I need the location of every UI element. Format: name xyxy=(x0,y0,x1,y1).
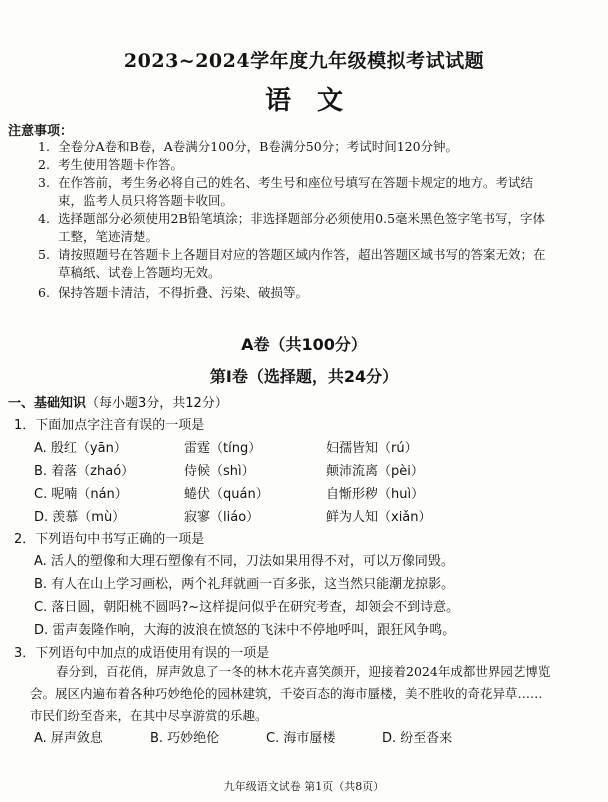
question-1-stem: 1．下面加点字注音有误的一项是 xyxy=(14,418,205,433)
notice-item-3: 3. 在作答前，考生务必将自己的姓名、考生号和座位号填写在答题卡规定的地方。考试结 xyxy=(38,175,534,190)
q1-option-c-3: 自惭形秽（huì） xyxy=(326,487,425,502)
notice-item-4-cont: 工整，笔迹清楚。 xyxy=(58,229,159,244)
volume-a-heading: A卷（共100分） xyxy=(241,335,367,354)
q2-option-c: C. 落日圆，朝阳桃不圆吗?~这样提问似乎在研究考查，却领会不到诗意。 xyxy=(34,600,460,615)
q3-passage-line-1: 春分到，百花俏，屏声敛息了一冬的林木花卉喜笑颜开，迎接着2024年成都世界园艺博览 xyxy=(56,664,551,679)
q1-option-d-3: 鲜为人知（xiǎn） xyxy=(326,510,432,525)
q1-option-c-1: C. 呢喃（nán） xyxy=(34,487,128,502)
q1-option-b-1: B. 着落（zhaó） xyxy=(34,464,135,479)
notice-item-1: 1. 全卷分A卷和B卷，A卷满分100分，B卷满分50分；考试时间120分钟。 xyxy=(38,139,459,154)
q1-option-a-2: 雷霆（tíng） xyxy=(184,441,262,456)
q3-option-a: A. 屏声敛息 xyxy=(34,731,103,746)
question-2-stem: 2．下列语句中书写正确的一项是 xyxy=(14,532,205,547)
q1-option-b-3: 颠沛流离（pèi） xyxy=(326,464,424,479)
q1-option-c-2: 蜷伏（quán） xyxy=(184,487,269,502)
q3-option-d: D. 纷至沓来 xyxy=(382,731,453,746)
subject-title: 语文 xyxy=(264,86,369,116)
notice-item-5-cont: 草稿纸、试卷上答题均无效。 xyxy=(58,265,221,280)
notice-item-3-cont: 束，监考人员只将答题卡收回。 xyxy=(58,193,234,208)
q3-option-c: C. 海市蜃楼 xyxy=(266,731,336,746)
notice-item-2: 2. 考生使用答题卡作答。 xyxy=(38,157,184,172)
q3-passage-line-2: 会。展区内遍布着各种巧妙绝伦的园林建筑，千姿百态的海市蜃楼，美不胜收的奇花异草…… xyxy=(30,686,543,701)
notice-item-5: 5. 请按照题号在答题卡上各题目对应的答题区域内作答，超出答题区域书写的答案无效；在 xyxy=(38,247,546,262)
notice-item-6: 6. 保持答题卡清洁，不得折叠、污染、破损等。 xyxy=(38,285,309,300)
section-heading: 一、基础知识（每小题3分，共12分） xyxy=(8,396,228,411)
q2-option-b: B. 有人在山上学习画松，两个礼拜就画一百多张，这当然只能潮龙掠影。 xyxy=(34,577,455,592)
notice-item-4: 4. 选择题部分必须使用2B铅笔填涂；非选择题部分必须使用0.5毫米黑色签字笔书写，字体 xyxy=(38,211,546,226)
page-footer: 九年级语文试卷 第1页（共8页） xyxy=(223,780,385,793)
volume-1-heading: 第Ⅰ卷（选择题，共24分） xyxy=(209,367,399,386)
q2-option-a: A. 活人的塑像和大理石塑像有不同，刀法如果用得不对，可以万像同毁。 xyxy=(34,554,454,569)
q1-option-a-3: 妇孺皆知（rú） xyxy=(326,441,418,456)
q3-passage-line-3: 市民们纷至沓来，在其中尽享游赏的乐趣。 xyxy=(30,708,268,723)
q3-option-b: B. 巧妙绝伦 xyxy=(150,731,220,746)
q1-option-d-1: D. 羡慕（mù） xyxy=(34,510,126,525)
q2-option-d: D. 雷声轰隆作响，大海的波浪在愤怒的飞沫中不停地呼叫，跟狂风争鸣。 xyxy=(34,623,456,638)
notice-heading: 注意事项： xyxy=(8,124,74,139)
q1-option-d-2: 寂寥（liáo） xyxy=(184,510,260,525)
q1-option-a-1: A. 殷红（yān） xyxy=(34,441,127,456)
exam-title: 2023~2024学年度九年级模拟考试试题 xyxy=(123,50,485,72)
q1-option-b-2: 侍候（shì） xyxy=(184,464,255,479)
question-3-stem: 3．下列语句中加点的成语使用有误的一项是 xyxy=(14,646,270,661)
